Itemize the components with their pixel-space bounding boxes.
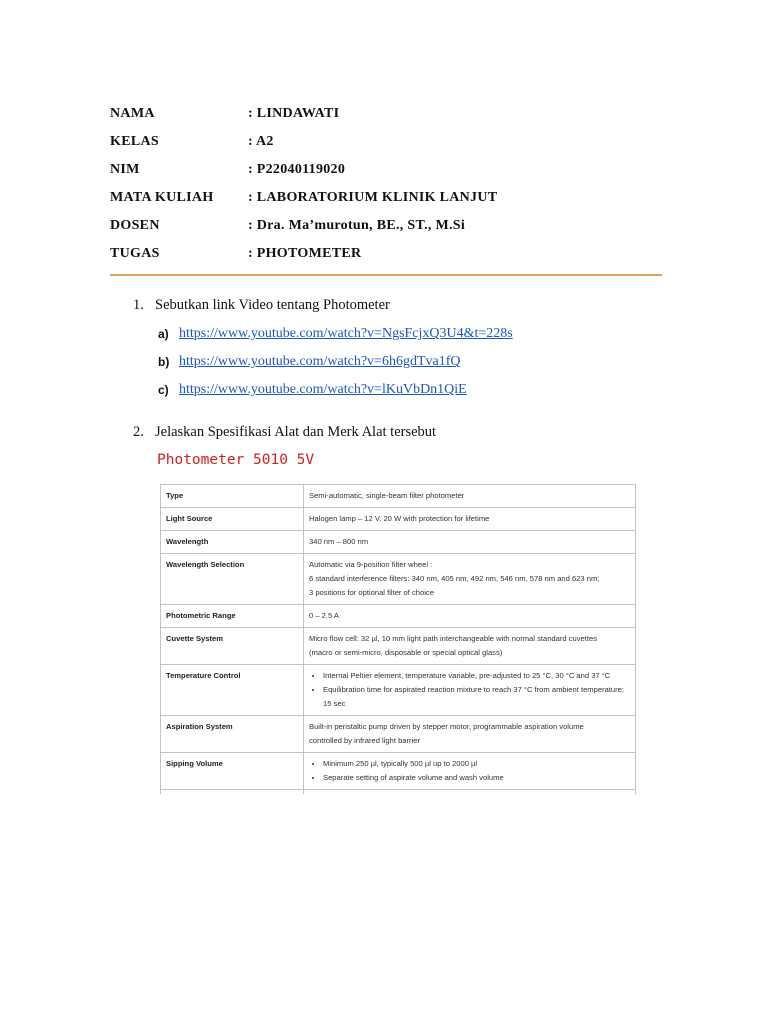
spec-label: Temperature Control	[161, 665, 304, 716]
info-value: : PHOTOMETER	[248, 246, 362, 261]
question-text: Sebutkan link Video tentang Photometer	[155, 297, 390, 313]
info-label: MATA KULIAH	[110, 190, 214, 205]
student-info-header	[110, 100, 670, 268]
table-row	[161, 485, 636, 508]
info-label: NIM	[110, 162, 140, 177]
spec-label: Type	[161, 485, 304, 508]
info-value: : Dra. Ma’murotun, BE., ST., M.Si	[248, 218, 466, 233]
info-row-tugas	[110, 240, 670, 268]
video-link-c[interactable]: https://www.youtube.com/watch?v=lKuVbDn1QiE	[179, 382, 467, 397]
cropped-cell	[304, 790, 636, 795]
spec-line: 6 standard interference filters: 340 nm, 405 nm, 492 nm, 546 nm, 578 nm and 623 nm;	[309, 574, 600, 583]
info-value: : LINDAWATI	[248, 106, 340, 121]
table-row	[161, 554, 636, 605]
info-row-dosen	[110, 212, 670, 240]
video-link-b[interactable]: https://www.youtube.com/watch?v=6h6gdTva1fQ	[179, 354, 461, 369]
spec-line: Micro flow cell: 32 µl, 10 mm light path interchangeable with normal standard cuvettes	[309, 634, 598, 643]
info-label: TUGAS	[110, 246, 160, 261]
spec-value: Semi-automatic, single-beam filter photometer	[304, 485, 636, 508]
spec-value	[304, 554, 636, 605]
question-number: 2.	[133, 424, 144, 440]
product-title: Photometer 5010 5V	[157, 452, 315, 468]
info-value: : P22040119020	[248, 162, 346, 177]
spec-bullet: • Minimum 250 µl, typically 500 µl up to 2000 µl	[323, 757, 630, 771]
spec-label: Aspiration System	[161, 716, 304, 753]
spec-value	[304, 665, 636, 716]
spec-table	[160, 484, 636, 794]
spec-label: Photometric Range	[161, 605, 304, 628]
info-value: : A2	[248, 134, 274, 149]
list-marker: c)	[158, 383, 169, 397]
spec-bullet-list	[309, 669, 630, 711]
spec-line: (macro or semi-micro, disposable or special optical glass)	[309, 648, 503, 657]
table-row-cropped	[161, 790, 636, 795]
info-row-nim	[110, 156, 670, 184]
spec-line: Built-in peristaltic pump driven by stepper motor, programmable aspiration volume	[309, 722, 584, 731]
info-value: : LABORATORIUM KLINIK LANJUT	[248, 190, 498, 205]
spec-bullet-list	[309, 757, 630, 785]
video-link-a[interactable]: https://www.youtube.com/watch?v=NgsFcjxQ3U4&t=228s	[179, 326, 513, 341]
list-item	[158, 376, 513, 404]
info-label: NAMA	[110, 106, 155, 121]
spec-value: Halogen lamp – 12 V, 20 W with protection for lifetime	[304, 508, 636, 531]
question-number: 1.	[133, 297, 144, 313]
spec-value	[304, 753, 636, 790]
table-row	[161, 628, 636, 665]
table-row	[161, 508, 636, 531]
spec-line: controlled by infrared light barrier	[309, 736, 421, 745]
spec-line: Automatic via 9-position filter wheel :	[309, 560, 433, 569]
table-row	[161, 716, 636, 753]
list-item	[158, 348, 513, 376]
spec-value	[304, 716, 636, 753]
list-marker: b)	[158, 355, 170, 369]
spec-line: 3 positions for optional filter of choice	[309, 588, 434, 597]
table-row	[161, 665, 636, 716]
spec-label: Light Source	[161, 508, 304, 531]
spec-value: 0 – 2.5 A	[304, 605, 636, 628]
table-row	[161, 605, 636, 628]
question-1	[133, 297, 390, 314]
list-item	[158, 320, 513, 348]
spec-bullet: • Equilibration time for aspirated reaction mixture to reach 37 °C from ambient temperature: 15 sec	[323, 683, 630, 711]
header-divider	[110, 274, 662, 276]
spec-value	[304, 628, 636, 665]
question-2	[133, 424, 436, 441]
info-label: KELAS	[110, 134, 159, 149]
spec-bullet: • Internal Peltier element, temperature variable, pre-adjusted to 25 °C, 30 °C and 37 °C	[323, 669, 630, 683]
spec-label: Cuvette System	[161, 628, 304, 665]
list-marker: a)	[158, 327, 169, 341]
table-row	[161, 531, 636, 554]
table-row	[161, 753, 636, 790]
spec-value: 340 nm – 800 nm	[304, 531, 636, 554]
cropped-cell	[161, 790, 304, 795]
video-link-list	[158, 320, 513, 404]
spec-bullet: • Separate setting of aspirate volume and wash volume	[323, 771, 630, 785]
info-label: DOSEN	[110, 218, 160, 233]
question-text: Jelaskan Spesifikasi Alat dan Merk Alat tersebut	[155, 424, 437, 440]
spec-label: Sipping Volume	[161, 753, 304, 790]
info-row-mata-kuliah	[110, 184, 670, 212]
info-row-nama	[110, 100, 670, 128]
spec-label: Wavelength	[161, 531, 304, 554]
spec-label: Wavelength Selection	[161, 554, 304, 605]
info-row-kelas	[110, 128, 670, 156]
